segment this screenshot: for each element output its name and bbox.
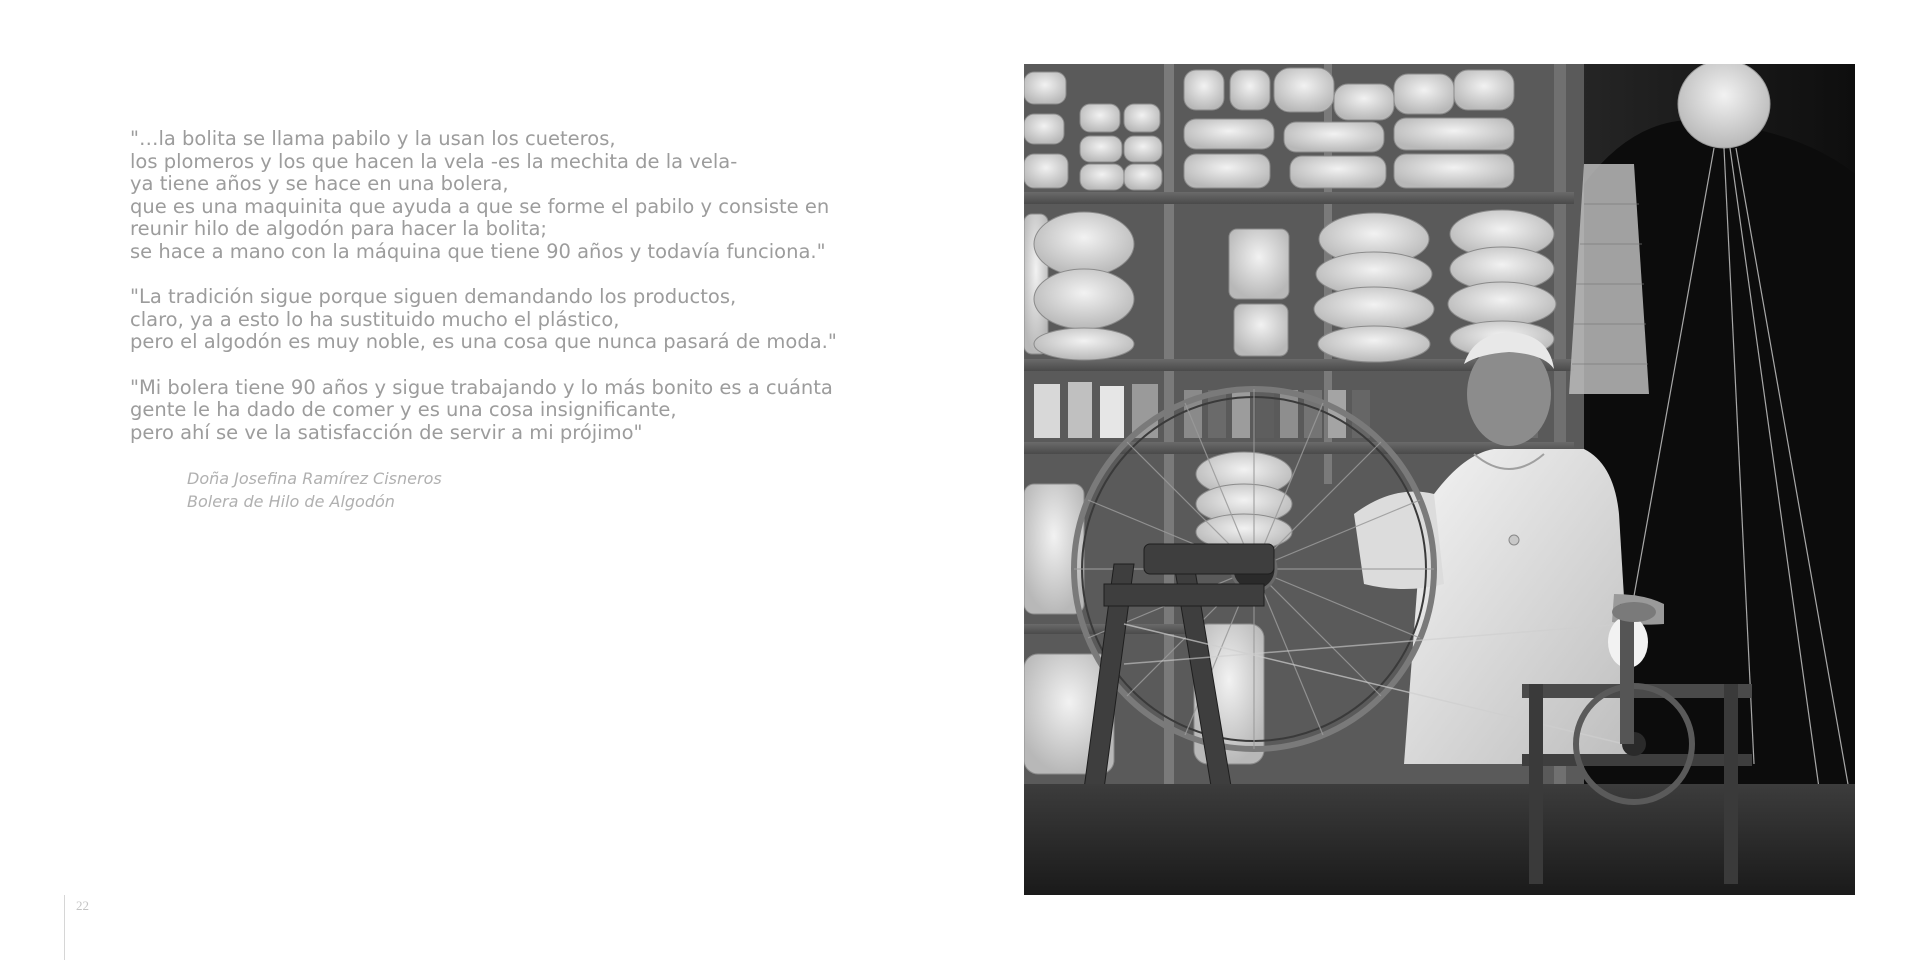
photo-illustration xyxy=(1024,64,1855,895)
quote-line: pero el algodón es muy noble, es una cosa que nunca pasará de moda." xyxy=(130,330,837,354)
quote-line: claro, ya a esto lo ha sustituido mucho el plástico, xyxy=(130,307,620,331)
quote-line: gente le ha dado de comer y es una cosa insignificante, xyxy=(130,398,677,422)
quote-line: reunir hilo de algodón para hacer la bolita; xyxy=(130,217,547,241)
quote-line: "La tradición sigue porque siguen demandando los productos, xyxy=(130,285,737,309)
quote-line: los plomeros y los que hacen la vela -es la mechita de la vela- xyxy=(130,149,738,173)
quote-line: "…la bolita se llama pabilo y la usan los cueteros, xyxy=(130,127,616,150)
quote-attribution xyxy=(187,468,442,513)
portrait-photo xyxy=(1024,64,1855,895)
quote-paragraph-1 xyxy=(130,128,890,264)
quote-line: se hace a mano con la máquina que tiene 90 años y todavía funciona." xyxy=(130,239,826,263)
quote-line: ya tiene años y se hace en una bolera, xyxy=(130,172,509,196)
quote-paragraph-3 xyxy=(130,377,890,445)
quote-line: "Mi bolera tiene 90 años y sigue trabajando y lo más bonito es a cuánta xyxy=(130,375,833,399)
attribution-role: Bolera de Hilo de Algodón xyxy=(187,491,395,511)
quote-line: pero ahí se ve la satisfacción de servir a mi prójimo" xyxy=(130,420,643,444)
page-number: 22 xyxy=(76,898,89,913)
quote-paragraph-2 xyxy=(130,286,890,354)
attribution-name: Doña Josefina Ramírez Cisneros xyxy=(187,469,442,488)
quote-block xyxy=(130,128,890,467)
quote-line: que es una maquinita que ayuda a que se forme el pabilo y consiste en xyxy=(130,194,830,218)
page-margin-rule xyxy=(64,895,65,960)
